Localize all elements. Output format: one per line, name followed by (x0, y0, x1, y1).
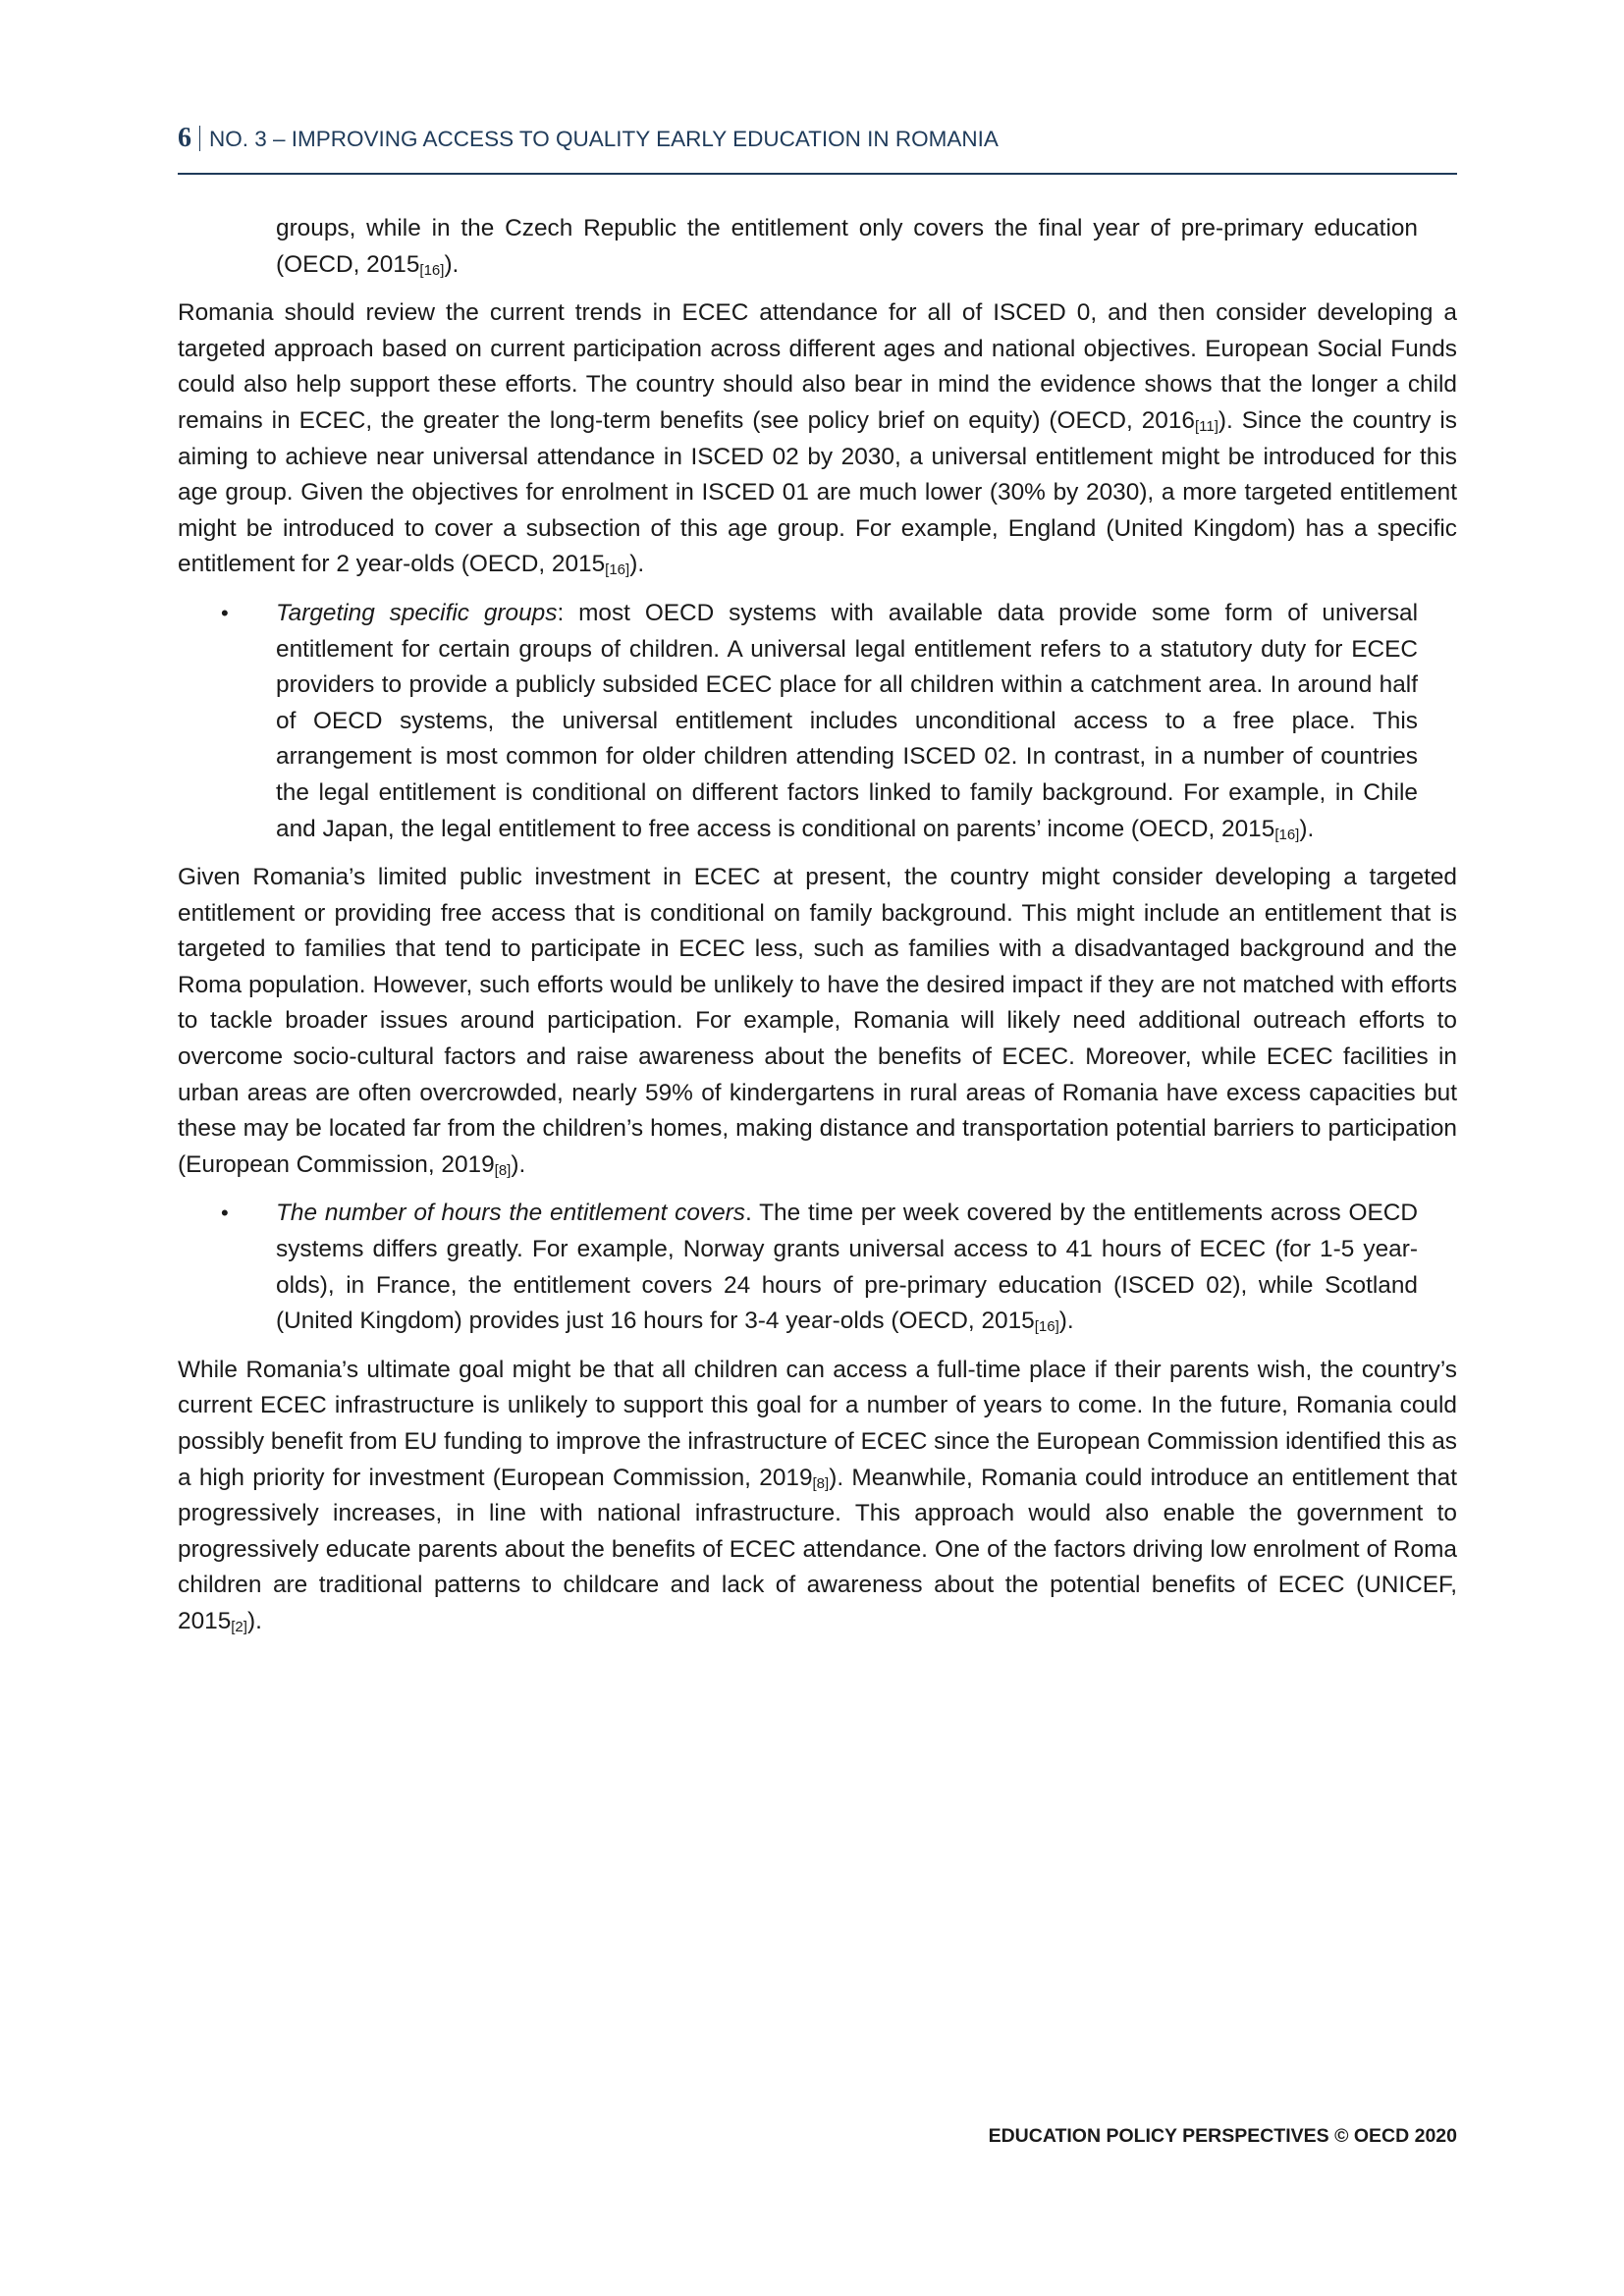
citation-ref: [16] (605, 561, 630, 579)
running-footer: EDUCATION POLICY PERSPECTIVES © OECD 2020 (988, 2125, 1457, 2147)
bullet-marker: • (221, 600, 229, 625)
paragraph-continued: groups, while in the Czech Republic the entitlement only covers the final year of pre-primary education (OECD, $2015_{[16]}$). (276, 215, 1418, 279)
citation-ref: [8] (812, 1474, 830, 1492)
header-separator (199, 126, 200, 151)
citation-ref: [8] (494, 1161, 512, 1179)
header-title: NO. 3 – IMPROVING ACCESS TO QUALITY EARLY EDUCATION IN ROMANIA (209, 127, 999, 151)
paragraph-public-investment: Given Romania’s limited public investment in ECEC at present, the country might consider developing a targeted entitlement or providing free access that is conditional on family background. This might include an entitlement that is targeted to families that tend to participate in ECEC less, such as families with a disadvantaged background and the Roma population. However, such efforts would be unlikely to have the desired impact if they are not matched with efforts to tackle broader issues around participation. For example, Romania will likely need additional outreach efforts to overcome socio-cultural factors and raise awareness about the benefits of ECEC. Moreover, while ECEC facilities in urban areas are often overcrowded, nearly 59% of kindergartens in rural areas of Romania have excess capacities but these may be located far from the children’s homes, making distance and transportation potential barriers to participation (European Commission, $2019_{[8]}$). (178, 864, 1457, 1179)
header-rule (178, 173, 1457, 175)
citation-ref: [16] (419, 261, 445, 279)
citation-ref: [16] (1034, 1318, 1059, 1336)
citation-ref: [16] (1274, 826, 1300, 843)
bullet-marker: • (221, 1201, 229, 1226)
bullet-list-hours (178, 1196, 1457, 1339)
list-item: • Targeting specific groups: most OECD systems with available data provide some form of universal entitlement for certain groups of children. A universal legal entitlement refers to a statutory duty for ECEC providers to provide a publicly subsided ECEC place for all children within a catchment area. In around half of OECD systems, the universal entitlement includes unconditional access to a free place. This arrangement is most common for older children attending ISCED 02. In contrast, in a number of countries the legal entitlement is conditional on different factors linked to family background. For example, in Chile and Japan, the legal entitlement to free access is conditional on parents’ income (OECD, $2015_{[16]}$). (276, 596, 1418, 847)
citation-ref: [2] (231, 1618, 247, 1635)
bullet-list-targeting (178, 596, 1457, 847)
paragraph-review-trends: Romania should review the current trends in ECEC attendance for all of ISCED 0, and then consider developing a targeted approach based on current participation across different ages and national objectives. European Social Funds could also help support these efforts. The country should also bear in mind the evidence shows that the longer a child remains in ECEC, the greater the long-term benefits (see policy brief on equity) (OECD, $2016_{[11]}$). Since the country is aiming to achieve near universal attendance in ISCED 02 by 2030, a universal entitlement might be introduced for this age group. Given the objectives for enrolment in ISCED 01 are much lower (30% by 2030), a more targeted entitlement might be introduced to cover a subsection of this age group. For example, England (United Kingdom) has a specific entitlement for 2 year-olds (OECD, $2015_{[16]}$). (178, 299, 1457, 579)
main-content (178, 211, 1457, 1653)
bullet-heading: Targeting specific groups (276, 599, 558, 626)
paragraph-ultimate-goal: While Romania’s ultimate goal might be that all children can access a full-time place if their parents wish, the country’s current ECEC infrastructure is unlikely to support this goal for a number of years to come. In the future, Romania could possibly benefit from EU funding to improve the infrastructure of ECEC since the European Commission identified this as a high priority for investment (European Commission, $2019_{[8]}$). Meanwhile, Romania could introduce an entitlement that progressively increases, in line with national infrastructure. This approach would also enable the government to progressively educate parents about the benefits of ECEC attendance. One of the factors driving low enrolment of Roma children are traditional patterns to childcare and lack of awareness about the potential benefits of ECEC (UNICEF, $2015_{[2]}$). (178, 1356, 1457, 1635)
running-header (178, 124, 1457, 153)
list-item: • The number of hours the entitlement covers. The time per week covered by the entitlements across OECD systems differs greatly. For example, Norway grants universal access to 41 hours of ECEC (for 1-5 year-olds), in France, the entitlement covers 24 hours of pre-primary education (ISCED 02), while Scotland (United Kingdom) provides just 16 hours for 3-4 year-olds (OECD, $2015_{[16]}$). (276, 1196, 1418, 1339)
bullet-heading: The number of hours the entitlement covers (276, 1200, 745, 1227)
page-number: 6 (178, 123, 191, 153)
citation-ref: [11] (1194, 417, 1218, 435)
